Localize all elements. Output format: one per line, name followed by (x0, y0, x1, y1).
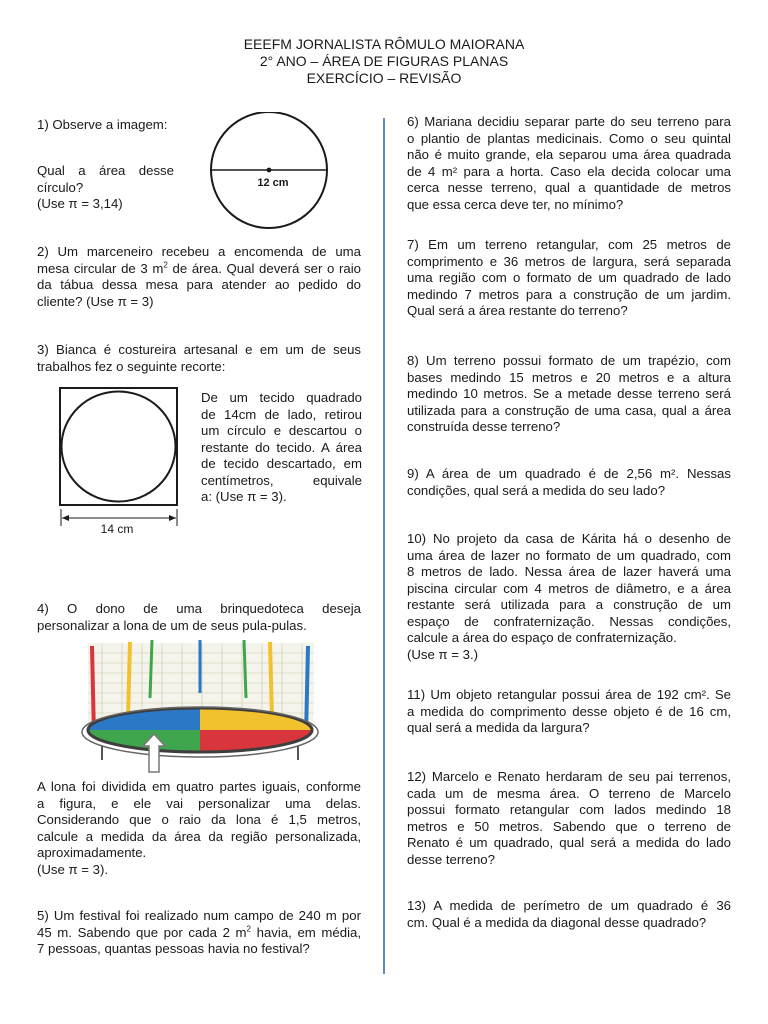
q6-line4: de 4 m² para a horta. Caso ela decida colocar uma (407, 163, 731, 179)
arrow-left-icon (62, 515, 69, 521)
q7-line1: 7) Em um terreno retangular, com 25 metros de (407, 237, 731, 252)
diameter-label: 12 cm (257, 177, 289, 189)
q11-line3: qual será a medida da largura? (407, 720, 590, 735)
question-6 (407, 114, 731, 213)
q13-line1: 13) A medida de perímetro de um quadrado é 36 (407, 898, 731, 913)
question-12 (407, 769, 731, 868)
subject-title: 2° ANO – ÁREA DE FIGURAS PLANAS (259, 53, 509, 69)
q8-line4: utilizada para a construção de uma casa, qual a área (407, 402, 731, 418)
q6-line6: que essa cerca deve ter, no mínimo? (407, 196, 624, 212)
side-label: 14 cm (100, 522, 134, 536)
q3-right3: um círculo e descartou o (201, 423, 362, 438)
school-name: EEEFM JORNALISTA RÔMULO MAIORANA (243, 36, 525, 52)
q5-line3: 7 pessoas, quantas pessoas havia no festival? (37, 941, 310, 956)
question-8 (407, 353, 731, 436)
question-7 (407, 237, 731, 320)
q1-line3: círculo? (37, 179, 84, 195)
question-1-text (37, 163, 174, 213)
q10-line8: (Use π = 3.) (407, 646, 479, 662)
q1-line1: 1) Observe a imagem: (37, 117, 168, 132)
q6-line3: não é muito grande, ela separou uma área quadrada (407, 147, 731, 162)
q2-line3: da tábua dessa mesa para atender ao pedido do (37, 277, 361, 292)
question-3-intro (37, 342, 361, 375)
q10-line4: piscina circular com 4 metros de diâmetro, e a área (407, 580, 731, 596)
q1-line4: (Use π = 3,14) (37, 196, 123, 211)
center-dot (267, 168, 272, 173)
q9-line2: condições, qual será a medida do seu lado? (407, 482, 666, 498)
q11-line1: 11) Um objeto retangular possui área de 192 cm². Se (407, 687, 731, 702)
q10-line5: restante será utilizada para a construção de um (407, 597, 731, 612)
question-11 (407, 687, 731, 737)
q10-line7: calcule a área do espaço de confraternização. (407, 630, 677, 645)
q8-line2: bases medindo 15 metros e 20 metros e a altura (407, 369, 731, 385)
cut-circle (62, 392, 176, 502)
question-4-text (37, 779, 361, 878)
q10-line2: uma área de lazer no formato de um quadrado, com (407, 547, 731, 563)
q6-line1: 6) Mariana decidiu separar parte do seu terreno para (407, 114, 731, 129)
square-circle-figure (50, 380, 190, 540)
q4-body3: Considerando que o raio da lona é 1,5 metros, (37, 812, 361, 827)
question-4-intro (37, 601, 361, 634)
q6-line5: cerca nesse terreno, qual a quantidade de metros (407, 180, 731, 195)
column-divider (383, 118, 385, 974)
q8-line1: 8) Um terreno possui formato de um trapézio, com (407, 353, 731, 368)
q4-body1: A lona foi dividida em quatro partes iguais, conforme (37, 779, 361, 794)
pole-green-2 (244, 640, 246, 698)
pole-yellow-2 (270, 642, 272, 718)
q5-line1: 5) Um festival foi realizado num campo de 240 m por (37, 908, 361, 923)
q7-line4: medindo 7 metros para a construção de um jardim. (407, 286, 731, 302)
q11-line2: a medida do comprimento desse objeto é de 16 cm, (407, 703, 731, 719)
q4-body6: (Use π = 3). (37, 861, 109, 877)
circle-figure (205, 112, 335, 232)
q4-body4: calcule a medida da área da região personalizada, (37, 828, 361, 844)
pole-green (150, 640, 152, 698)
pole-yellow (128, 642, 130, 718)
question-3-text (201, 390, 362, 506)
q5-line2: 45 m. Sabendo que por cada 2 $m^2$ havia, em média, (37, 924, 361, 940)
q1-line2: Qual a área desse (37, 163, 174, 178)
q6-line2: o plantio de plantas medicinais. Como o seu quintal (407, 130, 731, 146)
q10-line3: 8 metros de lado. Nessa área de lazer haverá uma (407, 564, 731, 579)
q12-line1: 12) Marcelo e Renato herdaram de seu pai terrenos, (407, 769, 731, 784)
q4-body5: aproximadamente. (37, 845, 147, 860)
q3-right7: a: (Use π = 3). (201, 489, 287, 504)
q3-right4: restante do tecido. A área (201, 439, 362, 455)
q3-right5: de tecido descartado, em (201, 456, 362, 471)
q7-line3: uma região com o formato de um quadrado de lado (407, 270, 731, 285)
question-9 (407, 466, 731, 499)
q3-right6: centímetros, equivale (201, 472, 362, 488)
q7-line2: comprimento e 36 metros de largura, será separada (407, 253, 731, 269)
q12-line2: cada um de mesma área. O terreno de Marcelo (407, 785, 731, 801)
q8-line5: construída desse terreno? (407, 419, 561, 434)
question-2 (37, 244, 361, 310)
q2-line4: cliente? (Use π = 3) (37, 293, 154, 309)
arrow-right-icon (169, 515, 176, 521)
question-5 (37, 908, 361, 958)
q2-line2: mesa circular de 3 $m^2$ de área. Qual deverá ser o raio (37, 260, 361, 276)
question-10 (407, 531, 731, 663)
q4-line2: personalizar a lona de um de seus pula-pulas. (37, 617, 307, 633)
question-1-intro (37, 117, 197, 134)
q3-line1: 3) Bianca é costureira artesanal e em um de seus (37, 342, 361, 357)
q4-body2: a figura, e ele vai personalizar uma delas. (37, 795, 361, 811)
q4-line1: 4) O dono de uma brinquedoteca deseja (37, 601, 361, 616)
q2-line1: 2) Um marceneiro recebeu a encomenda de uma (37, 244, 361, 259)
q8-line3: medindo 10 metros. Se a metade desse terreno será (407, 386, 731, 401)
q12-line6: desse terreno? (407, 851, 495, 867)
trampoline-figure (62, 638, 338, 778)
q3-right1: De um tecido quadrado (201, 390, 362, 405)
question-13 (407, 898, 731, 931)
q12-line4: metros e 50 metros. Sabendo que o terreno de (407, 818, 731, 834)
q10-line1: 10) No projeto da casa de Kárita há o desenho de (407, 531, 731, 546)
q9-line1: 9) A área de um quadrado é de 2,56 m². Nessas (407, 466, 731, 481)
q12-line3: possui formato retangular com lados medindo 18 (407, 802, 731, 817)
fabric-square (60, 388, 177, 505)
q3-right2: de 14cm de lado, retirou (201, 406, 362, 422)
q12-line5: Renato é um quadrado, qual será a medida do lado (407, 835, 731, 850)
exercise-kind: EXERCÍCIO – REVISÃO (306, 70, 462, 86)
q3-line2: trabalhos fez o seguinte recorte: (37, 358, 226, 374)
q7-line5: Qual será a área restante do terreno? (407, 303, 628, 318)
q10-line6: espaço de confraternização. Nessas condições, (407, 613, 731, 629)
q13-line2: cm. Qual é a medida da diagonal desse quadrado? (407, 914, 707, 930)
